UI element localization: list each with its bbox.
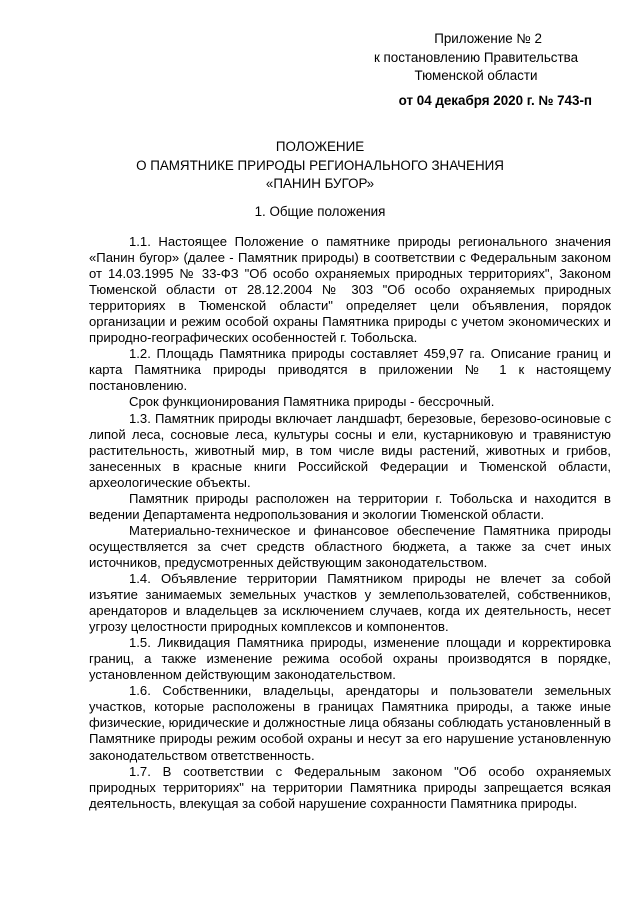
document-title <box>90 138 550 194</box>
paragraph-1-4: 1.4. Объявление территории Памятником природы не влечет за собой изъятие занимаемых земельных участков у землепользователей, собственников, арендаторов и владельцев за исключением случаев, когда их деятельность, несет угрозу целостности природных комплексов и компонентов. <box>89 570 611 635</box>
resolution-date-number: от 04 декабря 2020 г. № 743-п <box>398 92 592 108</box>
paragraph-term: Срок функционирования Памятника природы - бессрочный. <box>129 394 495 410</box>
paragraph-funding: Материально-техническое и финансовое обеспечение Памятника природы осуществляется за счет средств областного бюджета, а также за счет иных источников, предусмотренных действующим законодательством. <box>89 522 611 570</box>
title-line-2: О ПАМЯТНИКЕ ПРИРОДЫ РЕГИОНАЛЬНОГО ЗНАЧЕНИЯ <box>136 157 504 173</box>
paragraph-1-3: 1.3. Памятник природы включает ландшафт, березовые, березово-осиновые с липой леса, сосновые леса, культуры сосны и ели, кустарниковую и травянистую растительность, животный мир, в том числе виды растений, животных и грибов, занесенных в красные книги Российской Федерации и Тюменской области, археологические объекты. <box>89 410 611 490</box>
paragraph-1-1: 1.1. Настоящее Положение о памятнике природы регионального значения «Панин бугор» (далее - Памятник природы) в соответствии с Федеральным законом от 14.03.1995 № 33-ФЗ "Об особо охраняемых природных территориях", Законом Тюменской области от 28.12.2004 № 303 "Об особо охраняемых природных территориях в Тюменской области" определяет цели объявления, порядок организации и режим особой охраны Памятника природы с учетом экономических и природно-географических особенностей г. Тобольска. <box>89 234 611 346</box>
resolution-reference: к постановлению Правительства <box>373 49 579 65</box>
paragraph-1-6: 1.6. Собственники, владельцы, арендаторы и пользователи земельных участков, которые расположены в границах Памятника природы, а также иные физические, юридические и должностные лица обязаны соблюдать установленный в Памятнике природы режим особой охраны и несут за его нарушение установленную законодательством ответственность. <box>89 683 611 763</box>
document-header <box>360 30 592 110</box>
region-name: Тюменской области <box>414 68 538 83</box>
appendix-label: Приложение № 2 <box>434 31 542 46</box>
title-line-1: ПОЛОЖЕНИЕ <box>275 139 365 154</box>
paragraph-1-2: 1.2. Площадь Памятника природы составляет 459,97 га. Описание границ и карта Памятника природы приводятся в приложении № 1 к настоящему постановлению. <box>89 346 611 394</box>
title-line-3: «ПАНИН БУГОР» <box>265 176 375 191</box>
section-heading: 1. Общие положения <box>254 204 386 219</box>
paragraph-1-7: 1.7. В соответствии с Федеральным законом "Об особо охраняемых природных территориях" на территории Памятника природы запрещается всякая деятельность, влекущая за собой нарушение сохранности Памятника природы. <box>89 763 611 811</box>
document-body <box>89 234 611 812</box>
paragraph-location: Памятник природы расположен на территории г. Тобольска и находится в ведении Департамента недропользования и экологии Тюменской области. <box>89 490 611 522</box>
paragraph-1-5: 1.5. Ликвидация Памятника природы, изменение площади и корректировка границ, а также изменение режима особой охраны производятся в порядке, установленном действующим законодательством. <box>89 635 611 683</box>
